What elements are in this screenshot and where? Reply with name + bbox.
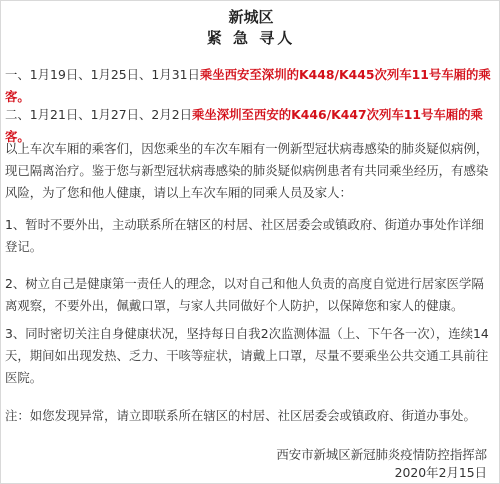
signature-org: 西安市新城区新冠肺炎疫情防控指挥部	[276, 447, 487, 462]
item-one-train: 乘坐西安至深圳的K448/K445次列车11号车厢的乘客。	[5, 67, 491, 104]
item-two-train: 乘坐深圳至西安的K446/K447次列车11号车厢的乘客。	[5, 107, 483, 144]
instruction-1: 1、暂时不要外出，主动联系所在辖区的村居、社区居委会或镇政府、街道办事处作详细登记。	[5, 217, 484, 254]
instruction-3: 3、同时密切关注自身健康状况，坚持每日自我2次监测体温（上、下午各一次），连续14天，期间如出现发热、乏力、干咳等症状，请戴上口罩，尽量不要乘坐公共交通工具前往医院。	[5, 326, 489, 385]
notice-title: 紧 急 寻人	[206, 29, 296, 47]
signature-date: 2020年2月15日	[394, 465, 487, 480]
item-two-dates: 二、1月21日、1月27日、2月2日	[5, 107, 192, 122]
district-heading: 新城区	[228, 8, 274, 26]
instruction-2: 2、树立自己是健康第一责任人的理念，以对自己和他人负责的高度自觉进行居家医学隔离观察，不要外出，佩戴口罩，与家人共同做好个人防护，以保障您和家人的健康。	[5, 276, 484, 313]
note-paragraph: 注：如您发现异常，请立即联系所在辖区的村居、社区居委会或镇政府、街道办事处。	[5, 408, 476, 423]
item-one-dates: 一、1月19日、1月25日、1月31日	[5, 67, 200, 82]
intro-paragraph: 以上车次车厢的乘客们，因您乘坐的车次车厢有一例新型冠状病毒感染的肺炎疑似病例，现已隔离治疗。鉴于您与新型冠状病毒感染的肺炎疑似病例患者有共同乘坐经历，有感染风险，为了您和他人健康，请以上车次车厢的同乘人员及家人：	[5, 141, 489, 200]
item-one	[5, 64, 491, 108]
